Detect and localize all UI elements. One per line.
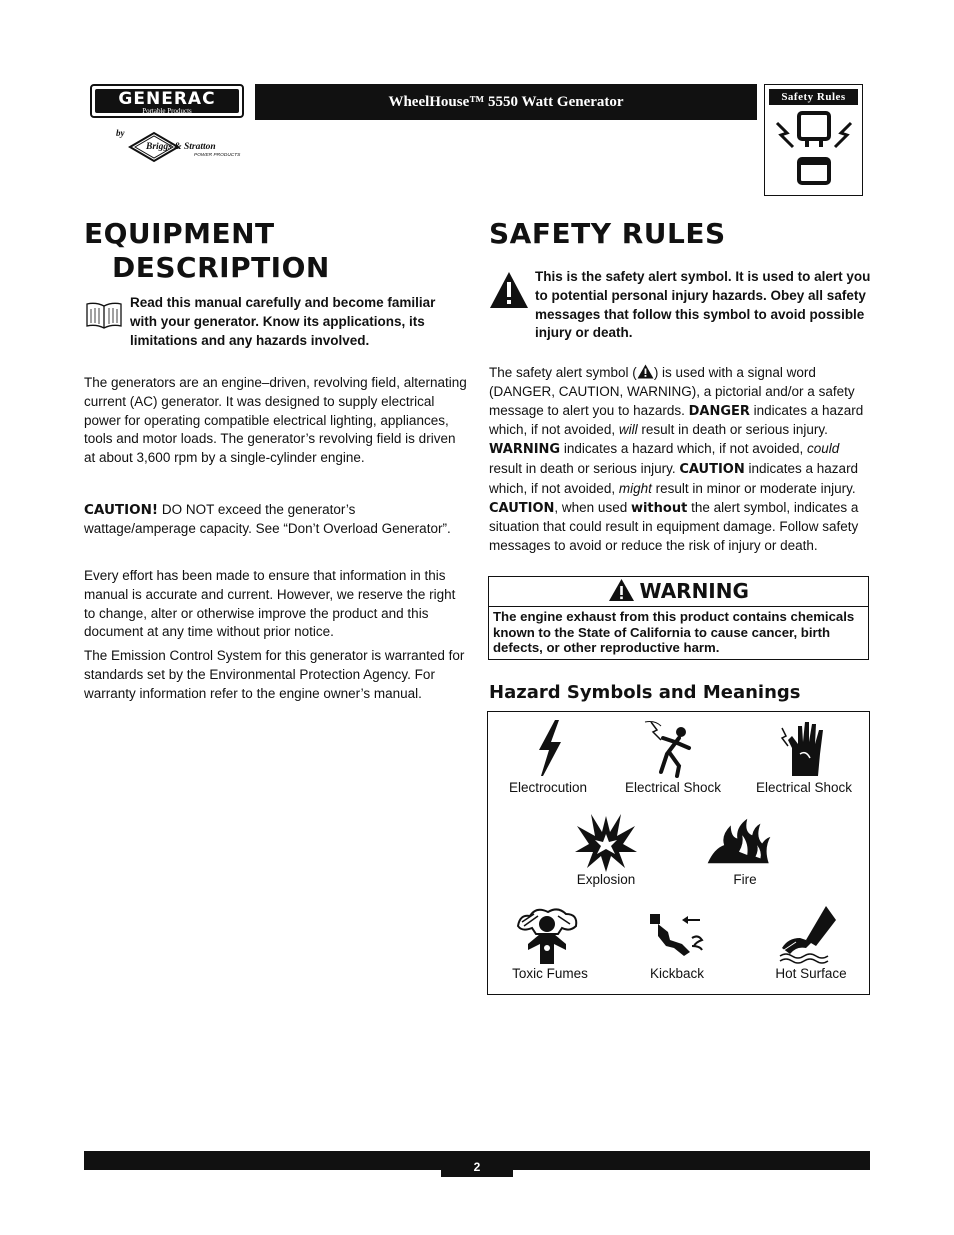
accuracy-disclaimer: Every effort has been made to ensure that information in this manual is accurate and current. However, we reserve the right to change, alter or otherwise improve the product and this document at any time without prior notice. xyxy=(84,568,456,640)
warning-heading xyxy=(489,577,868,607)
lightning-bolt-icon xyxy=(517,718,583,780)
alert-symbol-explanation: This is the safety alert symbol. It is used to alert you to potential personal injury hazards. Obey all safety messages that follow this symbol to avoid possible injury or death. xyxy=(535,269,871,341)
hazard-label-toxic-fumes: Toxic Fumes xyxy=(512,966,588,981)
person-shocked-icon xyxy=(639,718,705,780)
generator-description: The generators are an engine–driven, revolving field, alternating current (AC) generator. It was designed to supply electrical power for operating compatible electrical lighting, appliances, tools and motor loads. The generator’s revolving field is driven at about 3,600 rpm by a single-cylinder engine. xyxy=(84,375,467,466)
page-number: 2 xyxy=(441,1151,513,1177)
section-icon-label: Safety Rules xyxy=(769,89,858,105)
hazard-label-explosion: Explosion xyxy=(576,872,636,887)
equipment-title-line1: EQUIPMENT xyxy=(84,217,275,250)
explosion-icon xyxy=(573,812,639,874)
intro-notice: Read this manual carefully and become familiar with your generator. Know its applications, its limitations and any hazards involved. xyxy=(130,295,436,348)
logo-brand: GENERAC xyxy=(118,89,216,109)
california-warning-box xyxy=(488,576,869,660)
signal-words-paragraph: The safety alert symbol ( ) is used with a signal word (DANGER, CAUTION, WARNING), a pictorial and/or a safety message to alert you to hazards. DANGER indicates a hazard which, if not avoided, will result in death or serious injury. WARNING indicates a hazard which, if not avoided, could result in death or serious injury. CAUTION indicates a hazard which, if not avoided, might result in minor or moderate injury. CAUTION, when used without the alert symbol, indicates a situation that could result in equipment damage. Follow safety messages to avoid or reduce the risk of injury or death. xyxy=(489,365,864,554)
partner-sub: POWER PRODUCTS xyxy=(194,153,241,158)
caution-label: CAUTION! xyxy=(84,502,159,518)
kickback-icon xyxy=(646,908,712,970)
book-icon xyxy=(84,300,124,330)
header-title-bar xyxy=(255,84,757,120)
warning-alert-icon xyxy=(608,578,635,602)
hazard-label-electrocution: Electrocution xyxy=(508,780,588,795)
hazard-symbols-title: Hazard Symbols and Meanings xyxy=(489,682,801,703)
section-icon xyxy=(764,84,863,196)
document-title: WheelHouse™ 5550 Watt Generator xyxy=(388,94,624,110)
hazard-label-electrical-shock-2: Electrical Shock xyxy=(755,780,853,795)
safety-rules-title: SAFETY RULES xyxy=(489,217,726,250)
equipment-title-line2: DESCRIPTION xyxy=(112,251,330,284)
plug-shock-icon xyxy=(769,107,859,193)
fire-icon xyxy=(706,810,772,872)
logo-tagline: Portable Products xyxy=(142,107,192,115)
hazard-label-hot-surface: Hot Surface xyxy=(775,966,847,981)
emission-warranty: The Emission Control System for this generator is warranted for standards set by the Environmental Protection Agency. For warranty information refer to the engine owner’s manual. xyxy=(84,648,465,701)
caution-text: DO NOT exceed the generator’s wattage/amperage capacity. See “Don’t Overload Generator”. xyxy=(84,502,451,536)
hazard-label-fire: Fire xyxy=(733,872,757,887)
generac-logo xyxy=(90,84,244,118)
toxic-fumes-icon xyxy=(514,904,580,966)
hazard-symbols-box xyxy=(487,711,870,995)
hazard-label-electrical-shock-1: Electrical Shock xyxy=(624,780,722,795)
safety-alert-inline-icon xyxy=(637,364,654,379)
partner-name: Briggs & Stratton xyxy=(146,142,216,152)
warning-word: WARNING xyxy=(639,579,749,603)
safety-alert-icon xyxy=(489,271,529,309)
by-text: by xyxy=(116,128,125,138)
hazard-label-kickback: Kickback xyxy=(649,966,705,981)
hot-surface-icon xyxy=(776,904,842,966)
warning-text: The engine exhaust from this product contains chemicals known to the State of California to cause cancer, birth defects, or other reproductive harm. xyxy=(493,609,855,656)
hand-shocked-icon xyxy=(772,718,838,780)
caution-notice xyxy=(84,501,468,539)
briggs-stratton-logo xyxy=(124,130,246,164)
